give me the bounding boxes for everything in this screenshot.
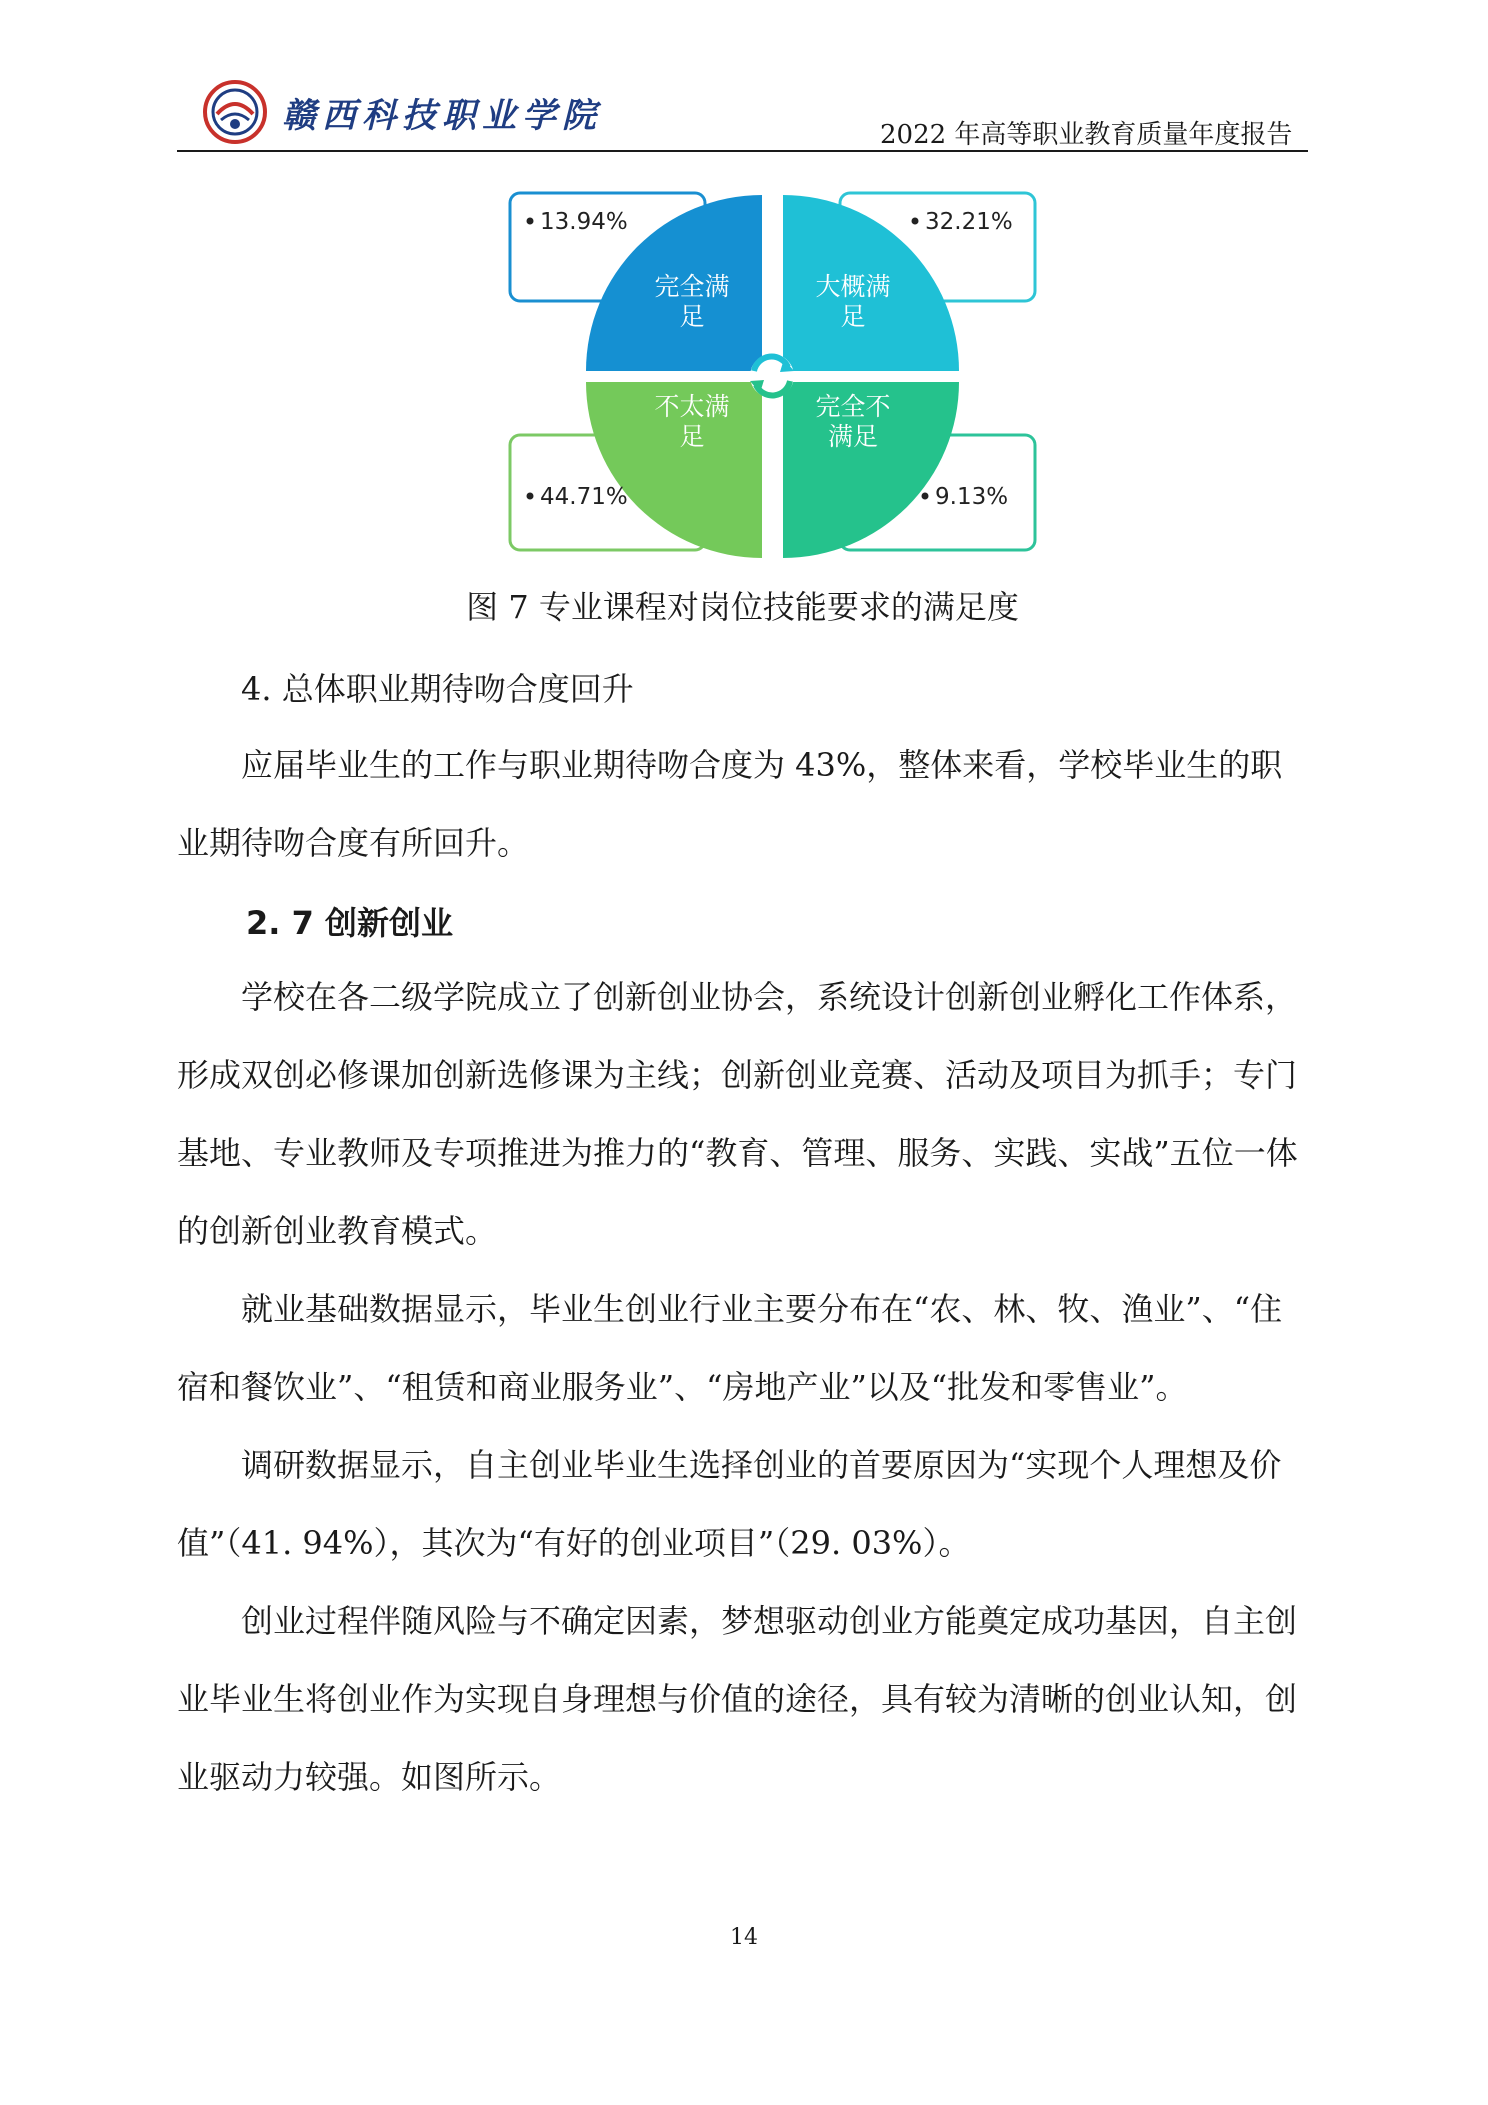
- paragraph-text: 就业基础数据显示，毕业生创业行业主要分布在“农、林、牧、渔业”、“住宿和餐饮业”、“租赁和商业服务业”、“房地产业”以及“批发和零售业”。: [177, 1290, 1283, 1406]
- school-name: 赣西科技职业学院: [282, 96, 602, 136]
- quadrant-label-line2: 足: [679, 302, 705, 331]
- paragraph-innovation-system: [177, 958, 1308, 1270]
- header-divider: [177, 150, 1308, 152]
- report-title: 2022 年高等职业教育质量年度报告: [880, 120, 1293, 150]
- satisfaction-chart: [500, 185, 1045, 560]
- cycle-arrows-icon: [750, 354, 794, 398]
- value-label: 44.71%: [540, 484, 628, 510]
- paragraph-text: 调研数据显示，自主创业毕业生选择创业的首要原因为“实现个人理想及价值”（41. 94%），其次为“有好的创业项目”（29. 03%）。: [177, 1446, 1282, 1562]
- school-logo: [203, 80, 267, 144]
- paragraph-text: 应届毕业生的工作与职业期待吻合度为 43%，整体来看，学校毕业生的职业期待吻合度有所回升。: [177, 746, 1283, 862]
- paragraph-expectation-match: [177, 726, 1308, 882]
- value-label: 13.94%: [540, 209, 628, 235]
- subheading-expectation-match: 4. 总体职业期待吻合度回升: [241, 670, 634, 708]
- value-label: 9.13%: [935, 484, 1009, 510]
- quadrant-label-line1: 完全不: [815, 392, 891, 421]
- value-label: 32.21%: [925, 209, 1013, 235]
- figure-caption: 图 7 专业课程对岗位技能要求的满足度: [466, 588, 1019, 626]
- paragraph-industry-distribution: [177, 1270, 1308, 1426]
- page-number: 14: [730, 1925, 758, 1950]
- quadrant-label-line2: 满足: [827, 422, 879, 451]
- quadrant-label-line2: 足: [840, 302, 866, 331]
- quadrant-label-line1: 大概满: [815, 272, 891, 301]
- paragraph-text: 创业过程伴随风险与不确定因素，梦想驱动创业方能奠定成功基因，自主创业毕业生将创业作为实现自身理想与价值的途径，具有较为清晰的创业认知，创业驱动力较强。如图所示。: [177, 1602, 1298, 1796]
- paragraph-text: 学校在各二级学院成立了创新创业协会，系统设计创新创业孵化工作体系，形成双创必修课加创新选修课为主线；创新创业竞赛、活动及项目为抓手；专门基地、专业教师及专项推进为推力的“教育、管理、服务、实践、实战”五位一体的创新创业教育模式。: [177, 978, 1298, 1250]
- section-heading: 2. 7 创新创业: [246, 904, 453, 942]
- quadrant-label-line2: 足: [679, 422, 705, 451]
- quadrant-label-line1: 不太满: [654, 392, 730, 421]
- quadrant-label-line1: 完全满: [654, 272, 730, 301]
- paragraph-risk-motivation: [177, 1582, 1308, 1816]
- paragraph-startup-reasons: [177, 1426, 1308, 1582]
